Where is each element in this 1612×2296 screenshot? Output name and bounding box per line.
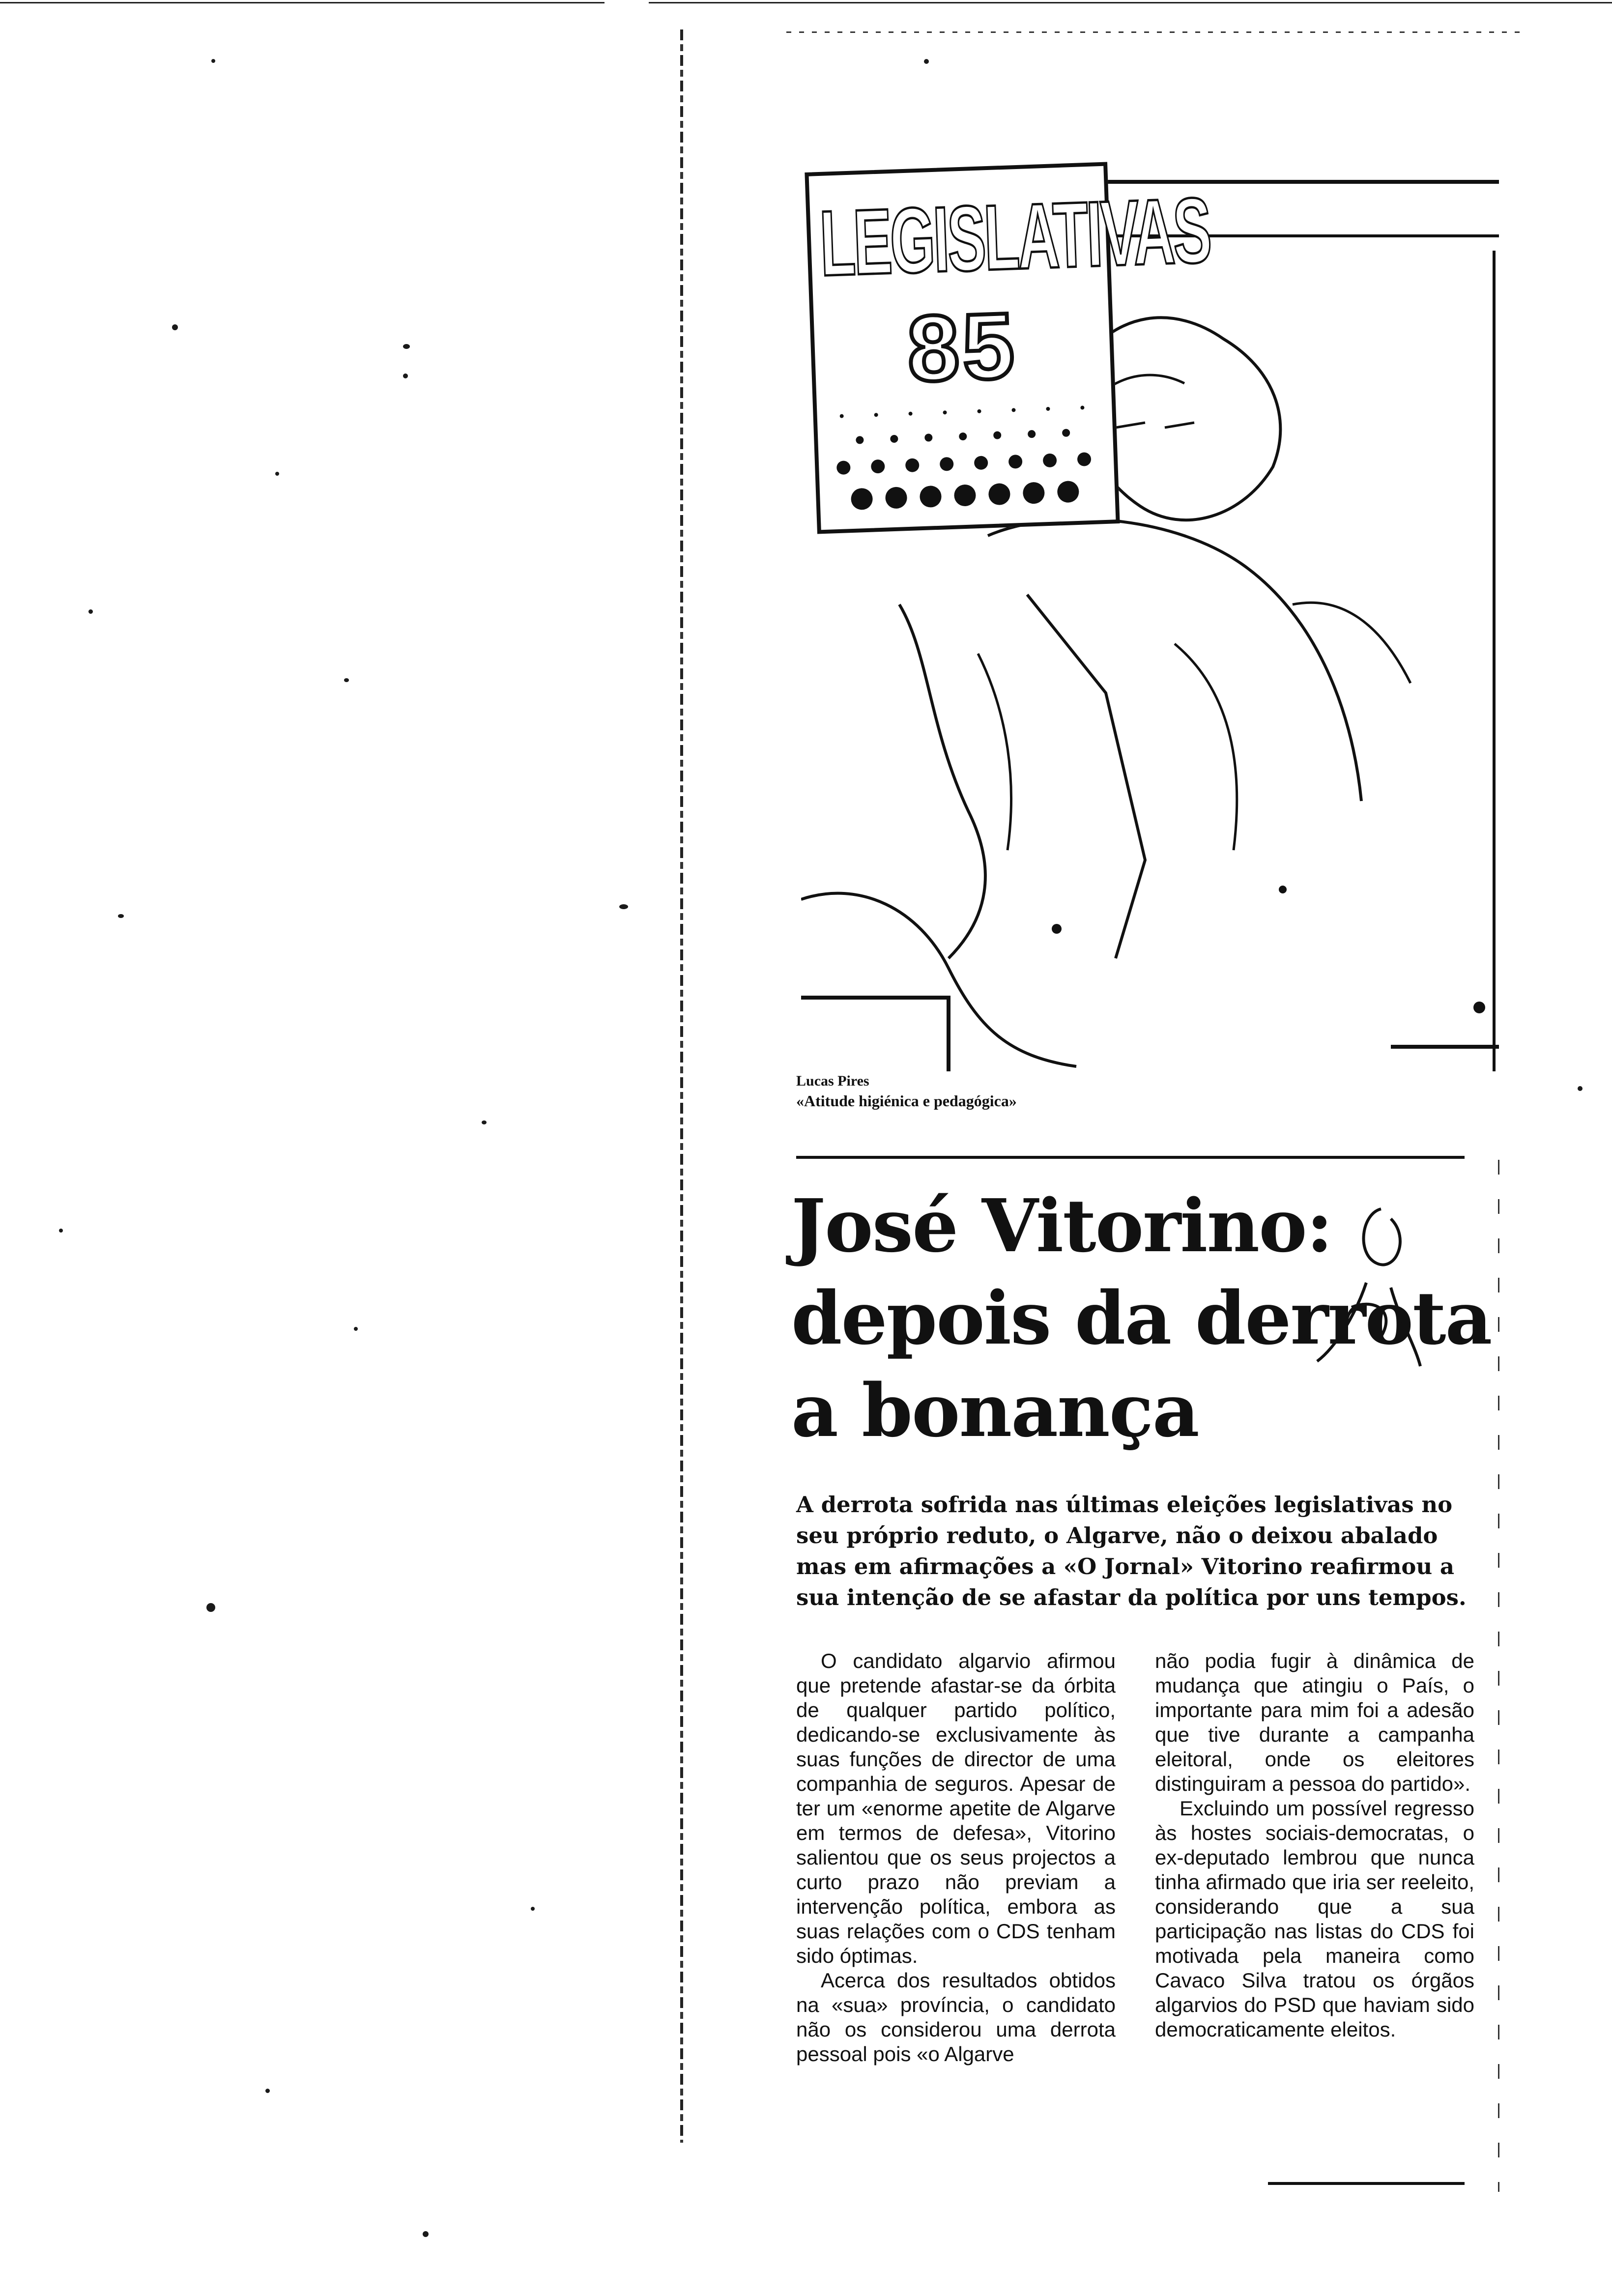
photo-caption <box>796 1071 1140 1111</box>
badge-dot-pattern <box>832 398 1101 520</box>
body-column-left <box>796 1649 1116 2066</box>
body-column-right <box>1155 1649 1474 2042</box>
body-paragraph: O candidato algarvio afirmou que pretende afastar-se da órbita de qualquer partido político, dedicando-se exclusivamente às suas funções de director de uma companhia de seguros. Apesar de ter um «enorme apetite de Algarve em termos de defesa», Vitorino salientou que os seus projectos a curto prazo não previam a intervenção política, embora as suas relações com o CDS tenham sido óptimas. <box>796 1649 1116 1967</box>
caption-quote: «Atitude higiénica e pedagógica» <box>796 1092 1017 1110</box>
article-end-rule <box>1268 2182 1465 2185</box>
top-edge-rule-right <box>649 2 1612 3</box>
body-paragraph: Acerca dos resultados obtidos na «sua» província, o candidato não os considerou uma derrota pessoal pois «o Algarve <box>796 1969 1116 2066</box>
cut-dash-row <box>786 31 1524 33</box>
headline-line-2: depois da derrota <box>791 1275 1492 1361</box>
top-edge-rule-left <box>0 2 604 3</box>
legislativas-85-badge <box>805 162 1211 534</box>
lead-paragraph: A derrota sofrida nas últimas eleições legislativas no seu próprio reduto, o Algarve, não o deixou abalado mas em afirmações a «O Jornal» Vitorino reafirmou a sua intenção de se afastar da política por uns tempos. <box>796 1492 1467 1610</box>
handwritten-signature <box>1307 1199 1425 1386</box>
clipping-cut-line <box>680 29 683 2143</box>
headline-line-1: José Vitorino: <box>791 1183 1332 1268</box>
body-paragraph: Excluindo um possível regresso às hostes sociais-democratas, o ex-deputado lembrou que nunca tinha afirmado que iria ser reeleito, considerando que a sua participação nas listas do CDS foi motivada pela maneira como Cavaco Silva tratou os órgãos algarvios do PSD que haviam sido democraticamente eleitos. <box>1155 1797 1474 2041</box>
body-paragraph: não podia fugir à dinâmica de mudança que atingiu o País, o importante para mim foi a adesão que tive durante a campanha eleitoral, onde os eleitores distinguiram a pessoa do partido». <box>1155 1649 1474 1795</box>
clipping-right-edge <box>1498 1160 1499 2192</box>
headline-rule <box>796 1156 1465 1159</box>
headline-line-3: a bonança <box>791 1368 1199 1453</box>
badge-year: 85 <box>905 293 1019 402</box>
badge-word: LEGISLATIVAS <box>818 178 1211 296</box>
caption-name: Lucas Pires <box>796 1073 869 1089</box>
